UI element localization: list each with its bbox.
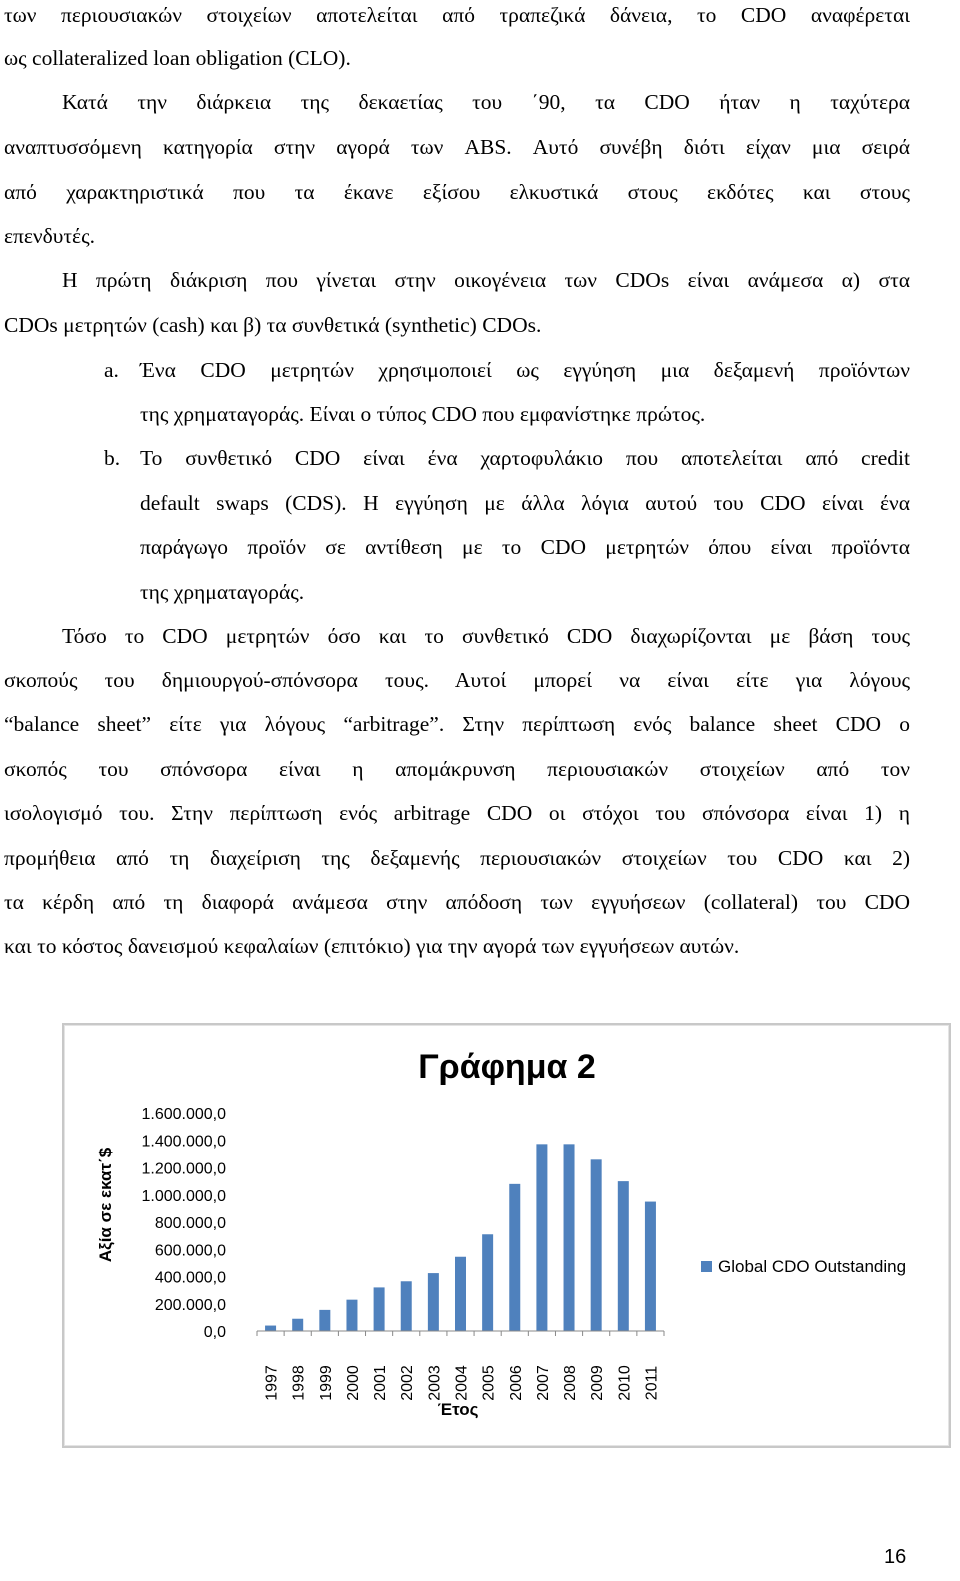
x-tick-label: 2003 xyxy=(426,1365,444,1401)
bar xyxy=(374,1287,385,1331)
bar xyxy=(401,1281,412,1331)
y-tick-label: 1.600.000,0 xyxy=(141,1106,226,1123)
list-item-line: της χρηματαγοράς. Είναι ο τύπος CDO που εμφανίστηκε πρώτος. xyxy=(140,402,706,426)
text-line: και το κόστος δανεισμού κεφαλαίων (επιτόκιο) για την αγορά των εγγυήσεων αυτών. xyxy=(4,934,740,958)
text-line: προμήθεια από τη διαχείριση της δεξαμενής περιουσιακών στοιχείων του CDO και 2) xyxy=(4,846,910,870)
text-line: επενδυτές. xyxy=(4,224,95,248)
x-tick-label: 2001 xyxy=(372,1365,390,1401)
bar xyxy=(455,1257,466,1331)
bar xyxy=(536,1144,547,1331)
y-tick-label: 1.400.000,0 xyxy=(141,1133,226,1151)
text-line: ως collateralized loan obligation (CLO). xyxy=(4,46,351,70)
y-tick-label: 1.200.000,0 xyxy=(141,1160,226,1178)
bar xyxy=(265,1326,276,1331)
bar-chart xyxy=(64,1025,949,1446)
bar xyxy=(591,1159,602,1331)
list-item-line: Το συνθετικό CDO είναι ένα χαρτοφυλάκιο που αποτελείται από credit xyxy=(140,446,910,470)
x-tick-label: 2005 xyxy=(480,1365,498,1401)
x-tick-label: 2002 xyxy=(399,1365,417,1401)
list-item-line: Ένα CDO μετρητών χρησιμοποιεί ως εγγύηση μια δεξαμενή προϊόντων xyxy=(140,358,910,382)
y-tick-label: 200.000,0 xyxy=(154,1296,226,1314)
bars-group xyxy=(257,1144,664,1331)
x-tick-label: 2004 xyxy=(453,1365,471,1401)
x-tick-label: 2007 xyxy=(534,1365,552,1401)
text-line: CDOs μετρητών (cash) και β) τα συνθετικά (synthetic) CDOs. xyxy=(4,313,542,337)
bar xyxy=(509,1184,520,1331)
list-marker: b. xyxy=(104,446,121,470)
x-tick-label: 1997 xyxy=(263,1365,281,1401)
x-axis-ticks xyxy=(257,1331,664,1401)
y-tick-label: 0,0 xyxy=(203,1324,226,1341)
text-line: σκοπός του σπόνσορα είναι η απομάκρυνση περιουσιακών στοιχείων από τον xyxy=(4,757,910,781)
x-axis-label: Έτος xyxy=(437,1400,479,1419)
chart-frame xyxy=(62,1023,951,1448)
x-tick-label: 2008 xyxy=(562,1365,580,1401)
y-tick-label: 1.000.000,0 xyxy=(141,1187,226,1205)
text-line: Κατά την διάρκεια της δεκαετίας του ΄90, τα CDO ήταν η ταχύτερα xyxy=(62,90,910,114)
legend-label: Global CDO Outstanding xyxy=(718,1257,907,1276)
x-tick-label: 2011 xyxy=(643,1365,661,1401)
text-line: σκοπούς του δημιουργού-σπόνσορα τους. Αυτοί μπορεί να είναι είτε για λόγους xyxy=(4,668,910,692)
bar xyxy=(645,1202,656,1331)
y-tick-label: 400.000,0 xyxy=(154,1269,226,1287)
list-item-line: default swaps (CDS). Η εγγύηση με άλλα λόγια αυτού του CDO είναι ένα xyxy=(140,491,910,515)
x-tick-label: 1999 xyxy=(317,1365,335,1401)
text-line: Η πρώτη διάκριση που γίνεται στην οικογένεια των CDOs είναι ανάμεσα α) στα xyxy=(62,268,910,292)
y-tick-label: 600.000,0 xyxy=(154,1242,226,1260)
x-tick-label: 2009 xyxy=(589,1365,607,1401)
text-line: Τόσο το CDO μετρητών όσο και το συνθετικό CDO διαχωρίζονται με βάση τους xyxy=(62,624,910,648)
text-line: τα κέρδη από τη διαφορά ανάμεσα στην απόδοση των εγγυήσεων (collateral) του CDO xyxy=(4,890,910,914)
y-axis-ticks xyxy=(141,1106,226,1341)
text-line: αναπτυσσόμενη κατηγορία στην αγορά των ABS. Αυτό συνέβη διότι είχαν μια σειρά xyxy=(4,135,910,159)
bar xyxy=(564,1144,575,1331)
bar xyxy=(428,1273,439,1331)
bar xyxy=(618,1181,629,1331)
legend-swatch xyxy=(701,1261,712,1272)
page-number: 16 xyxy=(884,1546,907,1568)
x-tick-label: 2010 xyxy=(616,1365,634,1401)
list-item-line: παράγωγο προϊόν σε αντίθεση με το CDO μετρητών όπου είναι προϊόντα xyxy=(140,535,910,559)
text-line: από χαρακτηριστικά που τα έκανε εξίσου ελκυστικά στους εκδότες και στους xyxy=(4,180,910,204)
x-tick-label: 2006 xyxy=(507,1365,525,1401)
bar xyxy=(319,1310,330,1331)
x-tick-label: 1998 xyxy=(290,1365,308,1401)
x-tick-label: 2000 xyxy=(344,1365,362,1401)
list-item-line: της χρηματαγοράς. xyxy=(140,580,305,604)
bar xyxy=(346,1300,357,1331)
list-marker: a. xyxy=(104,358,119,382)
y-tick-label: 800.000,0 xyxy=(154,1215,226,1232)
text-line: των περιουσιακών στοιχείων αποτελείται από τραπεζικά δάνεια, το CDO αναφέρεται xyxy=(4,3,910,27)
legend xyxy=(701,1257,906,1276)
bar xyxy=(482,1234,493,1331)
bar xyxy=(292,1319,303,1331)
text-line: ισολογισμό του. Στην περίπτωση ενός arbitrage CDO οι στόχοι του σπόνσορα είναι 1) η xyxy=(4,801,910,825)
text-line: “balance sheet” είτε για λόγους “arbitrage”. Στην περίπτωση ενός balance sheet CDO ο xyxy=(4,712,910,736)
chart-title: Γράφημα 2 xyxy=(418,1048,596,1086)
y-axis-label: Αξία σε εκατ΄$ xyxy=(96,1147,115,1263)
